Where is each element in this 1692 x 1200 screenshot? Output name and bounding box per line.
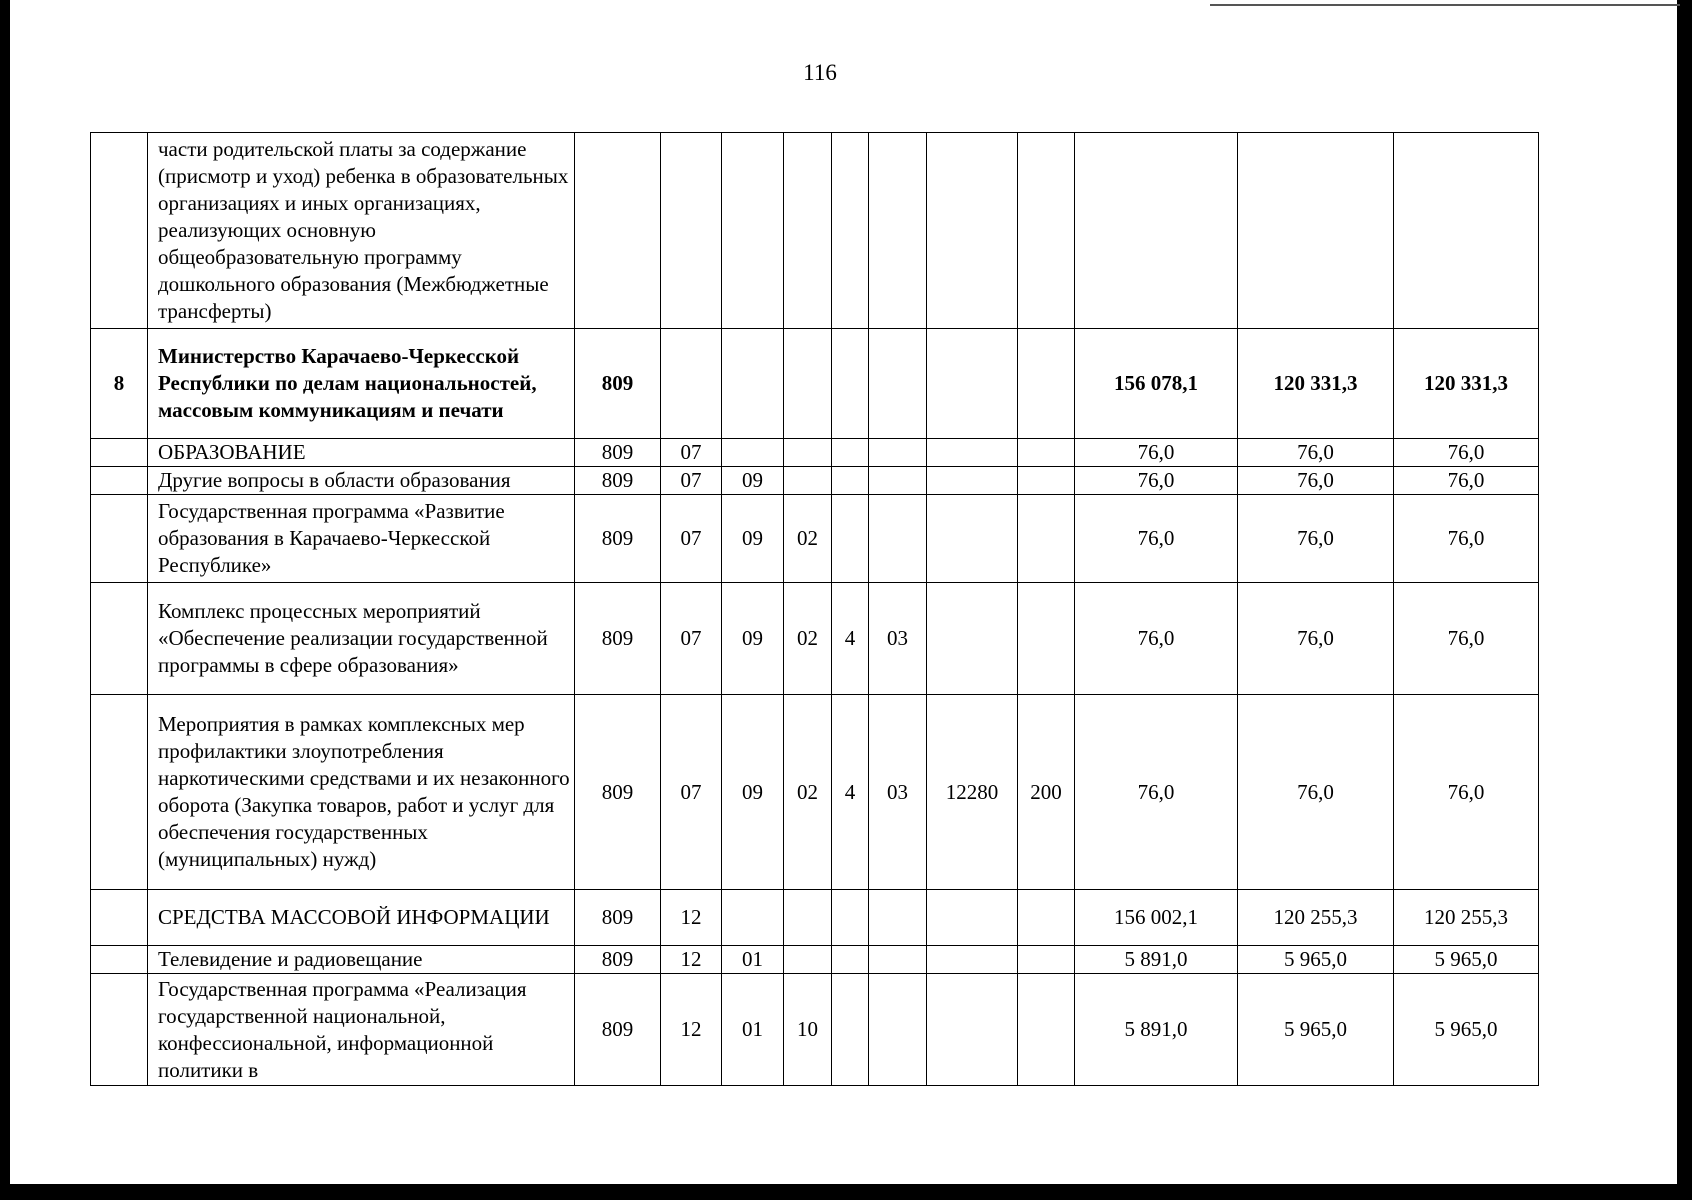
cell-program xyxy=(784,133,832,329)
cell-rz: 07 xyxy=(661,583,722,695)
cell-year1 xyxy=(1075,133,1238,329)
cell-year2: 76,0 xyxy=(1238,495,1394,583)
cell-year2 xyxy=(1238,133,1394,329)
cell-measure: 03 xyxy=(869,695,927,890)
table-row xyxy=(91,467,1539,495)
cell-program xyxy=(784,890,832,946)
row-name: Министерство Карачаево-Черкесской Республики по делам национальностей, массовым коммуникациям и печати xyxy=(148,329,575,439)
row-number xyxy=(91,467,148,495)
table-row xyxy=(91,695,1539,890)
cell-pr: 09 xyxy=(722,583,784,695)
row-number xyxy=(91,695,148,890)
row-name: Телевидение и радиовещание xyxy=(148,946,575,974)
cell-subprogram xyxy=(832,133,869,329)
scan-edge-left xyxy=(0,0,10,1200)
cell-subprogram xyxy=(832,495,869,583)
cell-direction xyxy=(927,974,1018,1086)
cell-expense-type xyxy=(1018,583,1075,695)
cell-grbs: 809 xyxy=(575,329,661,439)
cell-expense-type xyxy=(1018,133,1075,329)
cell-measure xyxy=(869,974,927,1086)
cell-year1: 76,0 xyxy=(1075,495,1238,583)
cell-measure xyxy=(869,946,927,974)
cell-year1: 76,0 xyxy=(1075,695,1238,890)
cell-year1: 156 002,1 xyxy=(1075,890,1238,946)
cell-year1: 5 891,0 xyxy=(1075,974,1238,1086)
page-number: 116 xyxy=(803,60,837,85)
row-number xyxy=(91,974,148,1086)
scan-edge-bottom xyxy=(0,1184,1692,1200)
cell-measure xyxy=(869,495,927,583)
cell-direction xyxy=(927,890,1018,946)
cell-year3: 76,0 xyxy=(1394,695,1539,890)
cell-measure xyxy=(869,467,927,495)
cell-expense-type xyxy=(1018,946,1075,974)
cell-rz xyxy=(661,329,722,439)
cell-rz: 12 xyxy=(661,890,722,946)
cell-direction xyxy=(927,946,1018,974)
table-row xyxy=(91,890,1539,946)
cell-measure xyxy=(869,329,927,439)
cell-program: 02 xyxy=(784,583,832,695)
cell-pr xyxy=(722,329,784,439)
row-name: Комплекс процессных мероприятий «Обеспечение реализации государственной программы в сфере образования» xyxy=(148,583,575,695)
row-name: части родительской платы за содержание (присмотр и уход) ребенка в образовательных организациях и иных организациях, реализующих основную общеобразовательную программу дошкольного образования (Межбюджетные трансферты) xyxy=(148,133,575,329)
cell-pr xyxy=(722,133,784,329)
cell-measure: 03 xyxy=(869,583,927,695)
cell-program xyxy=(784,946,832,974)
cell-year2: 76,0 xyxy=(1238,439,1394,467)
cell-grbs: 809 xyxy=(575,974,661,1086)
cell-grbs: 809 xyxy=(575,946,661,974)
cell-direction xyxy=(927,583,1018,695)
cell-year3: 120 331,3 xyxy=(1394,329,1539,439)
cell-rz: 07 xyxy=(661,439,722,467)
cell-expense-type xyxy=(1018,467,1075,495)
cell-measure xyxy=(869,133,927,329)
cell-subprogram xyxy=(832,974,869,1086)
cell-program xyxy=(784,439,832,467)
cell-year3: 5 965,0 xyxy=(1394,974,1539,1086)
cell-expense-type: 200 xyxy=(1018,695,1075,890)
table-row xyxy=(91,439,1539,467)
cell-pr: 09 xyxy=(722,467,784,495)
scan-edge-right xyxy=(1677,0,1692,1200)
cell-pr xyxy=(722,439,784,467)
cell-program: 10 xyxy=(784,974,832,1086)
table-row xyxy=(91,133,1539,329)
row-number xyxy=(91,583,148,695)
table-row xyxy=(91,946,1539,974)
row-number xyxy=(91,946,148,974)
cell-year3: 5 965,0 xyxy=(1394,946,1539,974)
cell-pr: 01 xyxy=(722,946,784,974)
cell-year2: 76,0 xyxy=(1238,467,1394,495)
cell-pr: 09 xyxy=(722,495,784,583)
cell-year3: 76,0 xyxy=(1394,439,1539,467)
cell-rz: 12 xyxy=(661,946,722,974)
cell-subprogram xyxy=(832,439,869,467)
row-number xyxy=(91,890,148,946)
cell-grbs: 809 xyxy=(575,467,661,495)
cell-grbs: 809 xyxy=(575,439,661,467)
cell-year1: 76,0 xyxy=(1075,439,1238,467)
cell-expense-type xyxy=(1018,439,1075,467)
cell-year2: 5 965,0 xyxy=(1238,946,1394,974)
cell-direction xyxy=(927,467,1018,495)
cell-year2: 120 331,3 xyxy=(1238,329,1394,439)
cell-program: 02 xyxy=(784,495,832,583)
cell-grbs xyxy=(575,133,661,329)
cell-subprogram xyxy=(832,329,869,439)
cell-expense-type xyxy=(1018,890,1075,946)
cell-measure xyxy=(869,890,927,946)
row-number: 8 xyxy=(91,329,148,439)
cell-subprogram xyxy=(832,467,869,495)
cell-year1: 156 078,1 xyxy=(1075,329,1238,439)
cell-program: 02 xyxy=(784,695,832,890)
cell-program xyxy=(784,467,832,495)
cell-rz xyxy=(661,133,722,329)
cell-year3: 76,0 xyxy=(1394,583,1539,695)
cell-year2: 76,0 xyxy=(1238,695,1394,890)
cell-grbs: 809 xyxy=(575,583,661,695)
cell-grbs: 809 xyxy=(575,495,661,583)
cell-year3: 120 255,3 xyxy=(1394,890,1539,946)
cell-year2: 5 965,0 xyxy=(1238,974,1394,1086)
table-row xyxy=(91,329,1539,439)
cell-pr xyxy=(722,890,784,946)
cell-rz: 07 xyxy=(661,695,722,890)
cell-direction xyxy=(927,329,1018,439)
row-name: Мероприятия в рамках комплексных мер профилактики злоупотребления наркотическими средствами и их незаконного оборота (Закупка товаров, работ и услуг для обеспечения государственных (муниципальных) нужд) xyxy=(148,695,575,890)
cell-subprogram: 4 xyxy=(832,695,869,890)
cell-expense-type xyxy=(1018,329,1075,439)
cell-year3: 76,0 xyxy=(1394,495,1539,583)
cell-rz: 12 xyxy=(661,974,722,1086)
table-row xyxy=(91,974,1539,1086)
scan-edge-top xyxy=(1210,4,1680,6)
row-name: Государственная программа «Реализация государственной национальной, конфессиональной, информационной политики в xyxy=(148,974,575,1086)
row-number xyxy=(91,439,148,467)
row-number xyxy=(91,495,148,583)
cell-pr: 09 xyxy=(722,695,784,890)
cell-pr: 01 xyxy=(722,974,784,1086)
cell-subprogram xyxy=(832,890,869,946)
cell-subprogram: 4 xyxy=(832,583,869,695)
cell-direction: 12280 xyxy=(927,695,1018,890)
cell-expense-type xyxy=(1018,495,1075,583)
cell-year1: 76,0 xyxy=(1075,467,1238,495)
table-row xyxy=(91,583,1539,695)
cell-year3 xyxy=(1394,133,1539,329)
cell-subprogram xyxy=(832,946,869,974)
cell-measure xyxy=(869,439,927,467)
cell-year2: 76,0 xyxy=(1238,583,1394,695)
cell-grbs: 809 xyxy=(575,695,661,890)
cell-rz: 07 xyxy=(661,467,722,495)
row-name: Другие вопросы в области образования xyxy=(148,467,575,495)
table-row xyxy=(91,495,1539,583)
row-name: Государственная программа «Развитие образования в Карачаево-Черкесской Республике» xyxy=(148,495,575,583)
cell-year1: 5 891,0 xyxy=(1075,946,1238,974)
cell-rz: 07 xyxy=(661,495,722,583)
cell-direction xyxy=(927,133,1018,329)
row-name: СРЕДСТВА МАССОВОЙ ИНФОРМАЦИИ xyxy=(148,890,575,946)
cell-expense-type xyxy=(1018,974,1075,1086)
budget-table xyxy=(90,132,1539,1086)
cell-year1: 76,0 xyxy=(1075,583,1238,695)
cell-direction xyxy=(927,439,1018,467)
row-name: ОБРАЗОВАНИЕ xyxy=(148,439,575,467)
cell-grbs: 809 xyxy=(575,890,661,946)
cell-year3: 76,0 xyxy=(1394,467,1539,495)
cell-direction xyxy=(927,495,1018,583)
cell-year2: 120 255,3 xyxy=(1238,890,1394,946)
cell-program xyxy=(784,329,832,439)
row-number xyxy=(91,133,148,329)
